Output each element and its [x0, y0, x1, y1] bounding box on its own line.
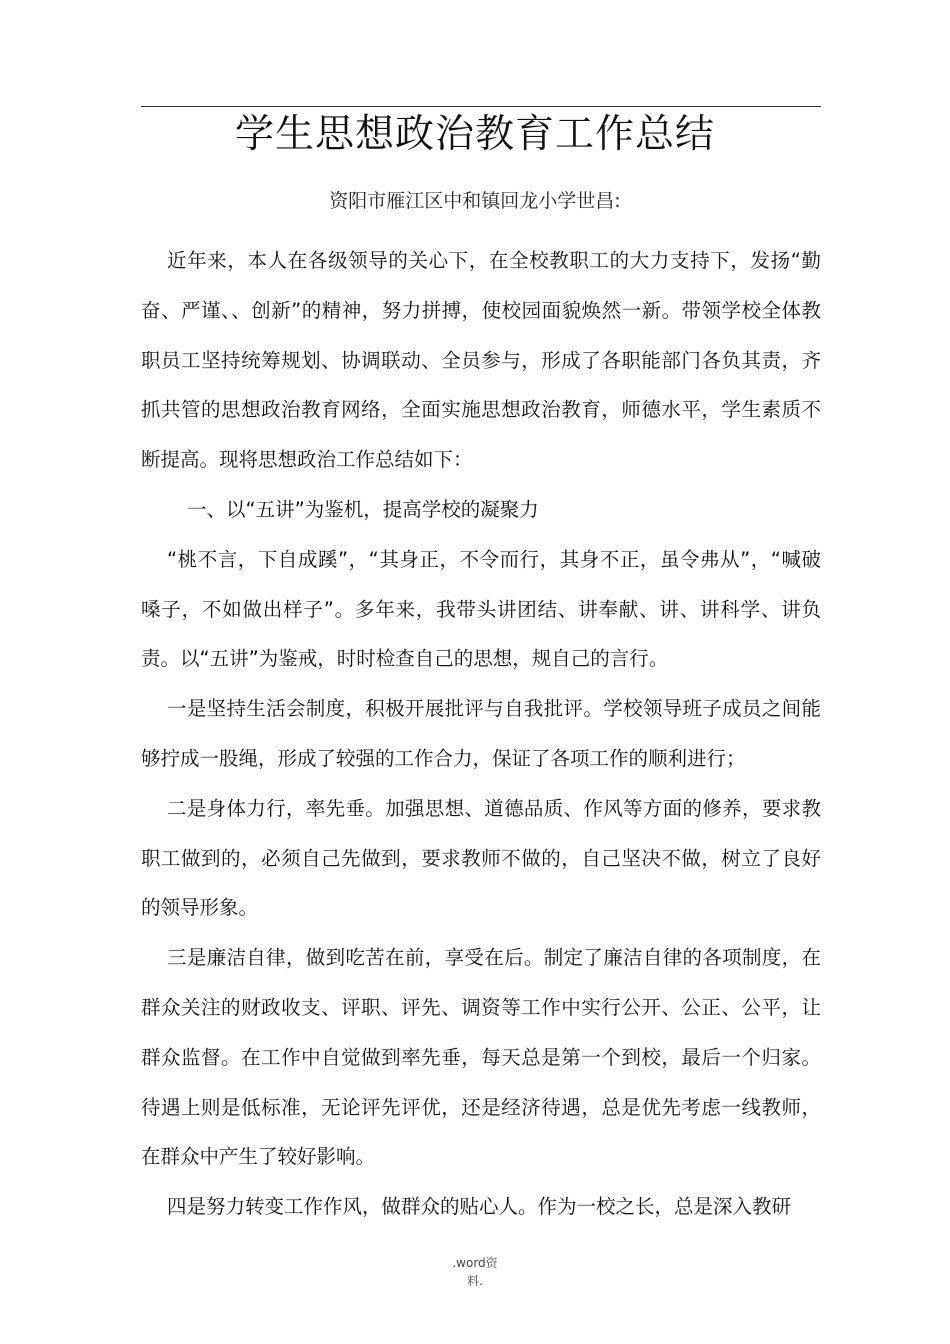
page-footer [0, 1254, 950, 1290]
paragraph-point-2: 二是身体力行，率先垂。加强思想、道德品质、作风等方面的修养，要求教职工做到的，必须自己先做到，要求教师不做的，自己坚决不做，树立了良好的领导形象。 [141, 796, 821, 920]
document-title: 学生思想政治教育工作总结 [234, 112, 715, 157]
paragraph-intro: 近年来，本人在各级领导的关心下，在全校教职工的大力支持下，发扬“勤奋、严谨、、创新”的精神，努力拼搏，使校园面貌焕然一新。带领学校全体教职员工坚持统筹规划、协调联动、全员参与，形成了各职能部门各负其责，齐抓共管的思想政治教育网络，全面实施思想政治教育，师德水平，学生素质不断提高。现将思想政治工作总结如下： [141, 249, 821, 472]
document-body [141, 236, 821, 1232]
section-heading-1: 一、以“五讲”为鉴机，提高学校的凝聚力 [187, 497, 539, 521]
paragraph-point-3: 三是廉洁自律，做到吃苦在前，享受在后。制定了廉洁自律的各项制度，在群众关注的财政收支、评职、评先、调资等工作中实行公开、公正、公平，让群众监督。在工作中自觉做到率先垂，每天总是第一个到校，最后一个归家。待遇上则是低标准，无论评先评优，还是经济待遇，总是优先考虑一线教师，在群众中产生了较好影响。 [141, 946, 821, 1169]
paragraph-quote: “桃不言，下自成蹊”，“其身正，不令而行，其身不正，虽令弗从”，“喊破嗓子，不如做出样子”。多年来，我带头讲团结、讲奉献、讲、讲科学、讲负责。以“五讲”为鉴戒，时时检查自己的思想，规自己的言行。 [141, 547, 821, 671]
paragraph-point-1: 一是坚持生活会制度，积极开展批评与自我批评。学校领导班子成员之间能够拧成一股绳，形成了较强的工作合力，保证了各项工作的顺利进行； [141, 697, 821, 770]
paragraph-point-4: 四是努力转变工作作风，做群众的贴心人。作为一校之长，总是深入教研 [167, 1195, 792, 1219]
header-rule [141, 106, 821, 107]
footer-line-1: .word资 [452, 1256, 498, 1270]
footer-line-2: 料. [467, 1274, 483, 1288]
author-line: 资阳市雁江区中和镇回龙小学世昌: [329, 190, 621, 212]
